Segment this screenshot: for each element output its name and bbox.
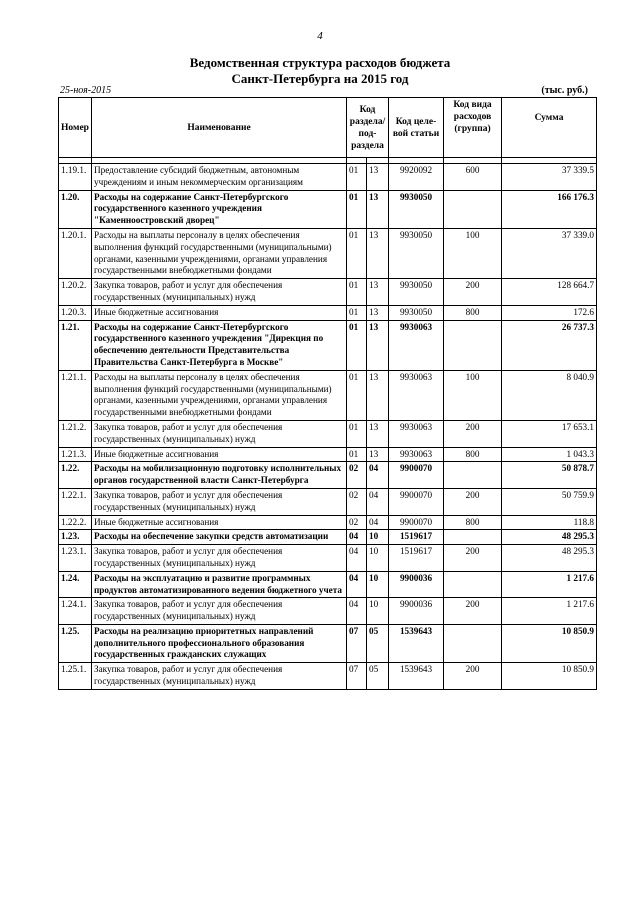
row-name: Расходы на мобилизационную подготовку исполнительных органов государственной власти Санкт-Петербурга bbox=[92, 462, 347, 489]
row-sum: 1 217.6 bbox=[502, 571, 597, 598]
table-row bbox=[59, 530, 597, 545]
row-sum: 37 339.5 bbox=[502, 164, 597, 191]
table-row bbox=[59, 515, 597, 530]
row-name: Закупка товаров, работ и услуг для обеспечения государственных (муниципальных) нужд bbox=[92, 279, 347, 306]
row-name: Расходы на эксплуатацию и развитие программных продуктов автоматизированного ведения бюджетного учета bbox=[92, 571, 347, 598]
row-expense-type: 200 bbox=[444, 663, 502, 690]
table-row bbox=[59, 190, 597, 228]
row-section: 02 bbox=[347, 462, 367, 489]
row-section: 01 bbox=[347, 164, 367, 191]
table-row bbox=[59, 370, 597, 420]
row-section: 04 bbox=[347, 530, 367, 545]
row-target: 1539643 bbox=[389, 624, 444, 662]
row-subsection: 13 bbox=[367, 279, 389, 306]
header-target: Код целе-вой статьи bbox=[389, 98, 444, 158]
row-expense-type bbox=[444, 530, 502, 545]
row-expense-type: 200 bbox=[444, 545, 502, 572]
row-sum: 48 295.3 bbox=[502, 530, 597, 545]
row-number: 1.24. bbox=[59, 571, 92, 598]
title-line-1: Ведомственная структура расходов бюджета bbox=[189, 55, 451, 70]
row-sum: 166 176.3 bbox=[502, 190, 597, 228]
row-section: 04 bbox=[347, 598, 367, 625]
row-section: 04 bbox=[347, 545, 367, 572]
table-header-row bbox=[59, 98, 597, 158]
page-number: 4 bbox=[317, 30, 323, 42]
row-section: 01 bbox=[347, 420, 367, 447]
row-number: 1.20.3. bbox=[59, 305, 92, 320]
row-target: 9930063 bbox=[389, 370, 444, 420]
row-subsection: 13 bbox=[367, 320, 389, 370]
table-row bbox=[59, 279, 597, 306]
row-name: Закупка товаров, работ и услуг для обеспечения государственных (муниципальных) нужд bbox=[92, 598, 347, 625]
row-expense-type: 100 bbox=[444, 228, 502, 278]
table-row bbox=[59, 488, 597, 515]
row-target: 9930063 bbox=[389, 447, 444, 462]
row-number: 1.22.2. bbox=[59, 515, 92, 530]
row-target: 9930050 bbox=[389, 190, 444, 228]
row-expense-type: 100 bbox=[444, 370, 502, 420]
row-number: 1.23. bbox=[59, 530, 92, 545]
row-subsection: 10 bbox=[367, 545, 389, 572]
row-number: 1.21.2. bbox=[59, 420, 92, 447]
row-number: 1.22. bbox=[59, 462, 92, 489]
budget-table bbox=[58, 97, 597, 690]
table-row bbox=[59, 447, 597, 462]
header-num: Номер bbox=[59, 98, 92, 158]
row-name: Иные бюджетные ассигнования bbox=[92, 447, 347, 462]
row-section: 01 bbox=[347, 320, 367, 370]
table-row bbox=[59, 663, 597, 690]
row-number: 1.21.3. bbox=[59, 447, 92, 462]
row-number: 1.19.1. bbox=[59, 164, 92, 191]
row-name: Расходы на содержание Санкт-Петербургского государственного казенного учреждения "Каменноостровский дворец" bbox=[92, 190, 347, 228]
row-target: 1519617 bbox=[389, 545, 444, 572]
row-target: 9900036 bbox=[389, 571, 444, 598]
row-section: 04 bbox=[347, 571, 367, 598]
row-sum: 26 737.3 bbox=[502, 320, 597, 370]
row-subsection: 05 bbox=[367, 624, 389, 662]
row-target: 9900070 bbox=[389, 515, 444, 530]
row-expense-type bbox=[444, 190, 502, 228]
row-section: 07 bbox=[347, 624, 367, 662]
title-line-2: Санкт-Петербурга на 2015 год bbox=[231, 71, 409, 86]
row-section: 01 bbox=[347, 305, 367, 320]
row-name: Иные бюджетные ассигнования bbox=[92, 305, 347, 320]
row-subsection: 05 bbox=[367, 663, 389, 690]
row-subsection: 04 bbox=[367, 488, 389, 515]
row-number: 1.20. bbox=[59, 190, 92, 228]
header-sum: Сумма bbox=[502, 98, 597, 158]
row-sum: 48 295.3 bbox=[502, 545, 597, 572]
document-title bbox=[0, 55, 640, 87]
row-target: 9900070 bbox=[389, 462, 444, 489]
row-sum: 17 653.1 bbox=[502, 420, 597, 447]
row-number: 1.23.1. bbox=[59, 545, 92, 572]
row-subsection: 13 bbox=[367, 190, 389, 228]
row-target: 9930050 bbox=[389, 279, 444, 306]
row-expense-type bbox=[444, 320, 502, 370]
row-section: 01 bbox=[347, 279, 367, 306]
row-name: Предоставление субсидий бюджетным, автономным учреждениям и иным некоммерческим организациям bbox=[92, 164, 347, 191]
table-row bbox=[59, 228, 597, 278]
row-sum: 172.6 bbox=[502, 305, 597, 320]
row-expense-type bbox=[444, 624, 502, 662]
row-name: Расходы на выплаты персоналу в целях обеспечения выполнения функций государственными (муниципальными) органами, казенными учреждениями, органами управления государственными внебюджетными фондами bbox=[92, 228, 347, 278]
row-target: 9900036 bbox=[389, 598, 444, 625]
row-expense-type: 800 bbox=[444, 447, 502, 462]
table-row bbox=[59, 571, 597, 598]
row-sum: 118.8 bbox=[502, 515, 597, 530]
header-expense-type: Код вида расходов (группа) bbox=[444, 98, 502, 158]
row-section: 01 bbox=[347, 370, 367, 420]
table-row bbox=[59, 420, 597, 447]
header-section: Код раздела/ под-раздела bbox=[347, 98, 389, 158]
row-subsection: 10 bbox=[367, 530, 389, 545]
row-sum: 128 664.7 bbox=[502, 279, 597, 306]
row-expense-type: 200 bbox=[444, 488, 502, 515]
table-row bbox=[59, 624, 597, 662]
row-subsection: 10 bbox=[367, 598, 389, 625]
row-target: 9900070 bbox=[389, 488, 444, 515]
row-target: 9930063 bbox=[389, 320, 444, 370]
row-number: 1.24.1. bbox=[59, 598, 92, 625]
row-sum: 1 217.6 bbox=[502, 598, 597, 625]
row-target: 9920092 bbox=[389, 164, 444, 191]
row-section: 07 bbox=[347, 663, 367, 690]
row-section: 01 bbox=[347, 447, 367, 462]
table-row bbox=[59, 305, 597, 320]
row-name: Расходы на выплаты персоналу в целях обеспечения выполнения функций государственными (муниципальными) органами, казенными учреждениями, органами управления государственными внебюджетными фондами bbox=[92, 370, 347, 420]
header-name: Наименование bbox=[92, 98, 347, 158]
row-expense-type bbox=[444, 462, 502, 489]
row-section: 02 bbox=[347, 515, 367, 530]
row-subsection: 13 bbox=[367, 228, 389, 278]
table-row bbox=[59, 164, 597, 191]
row-expense-type: 800 bbox=[444, 305, 502, 320]
row-subsection: 13 bbox=[367, 420, 389, 447]
table-row bbox=[59, 462, 597, 489]
row-expense-type: 600 bbox=[444, 164, 502, 191]
row-name: Расходы на обеспечение закупки средств автоматизации bbox=[92, 530, 347, 545]
row-number: 1.20.1. bbox=[59, 228, 92, 278]
table-row bbox=[59, 545, 597, 572]
row-expense-type: 200 bbox=[444, 279, 502, 306]
row-sum: 37 339.0 bbox=[502, 228, 597, 278]
row-number: 1.21.1. bbox=[59, 370, 92, 420]
row-expense-type: 800 bbox=[444, 515, 502, 530]
row-subsection: 04 bbox=[367, 515, 389, 530]
row-subsection: 13 bbox=[367, 447, 389, 462]
row-number: 1.22.1. bbox=[59, 488, 92, 515]
row-sum: 1 043.3 bbox=[502, 447, 597, 462]
row-sum: 50 759.9 bbox=[502, 488, 597, 515]
row-name: Расходы на реализацию приоритетных направлений дополнительного профессионального образования государственных гражданских служащих bbox=[92, 624, 347, 662]
row-number: 1.25. bbox=[59, 624, 92, 662]
row-section: 01 bbox=[347, 190, 367, 228]
units-label: (тыс. руб.) bbox=[541, 85, 588, 96]
row-subsection: 13 bbox=[367, 370, 389, 420]
row-target: 1519617 bbox=[389, 530, 444, 545]
table-row bbox=[59, 598, 597, 625]
row-name: Иные бюджетные ассигнования bbox=[92, 515, 347, 530]
row-subsection: 13 bbox=[367, 164, 389, 191]
row-name: Расходы на содержание Санкт-Петербургского государственного казенного учреждения "Дирекция по обеспечению деятельности Представительства Правительства Санкт-Петербурга в Москве" bbox=[92, 320, 347, 370]
row-sum: 10 850.9 bbox=[502, 663, 597, 690]
row-sum: 10 850.9 bbox=[502, 624, 597, 662]
row-target: 9930050 bbox=[389, 305, 444, 320]
row-name: Закупка товаров, работ и услуг для обеспечения государственных (муниципальных) нужд bbox=[92, 488, 347, 515]
row-subsection: 13 bbox=[367, 305, 389, 320]
row-expense-type: 200 bbox=[444, 420, 502, 447]
row-section: 02 bbox=[347, 488, 367, 515]
row-section: 01 bbox=[347, 228, 367, 278]
row-subsection: 10 bbox=[367, 571, 389, 598]
row-number: 1.21. bbox=[59, 320, 92, 370]
document-date: 25-ноя-2015 bbox=[60, 85, 112, 96]
row-number: 1.25.1. bbox=[59, 663, 92, 690]
row-name: Закупка товаров, работ и услуг для обеспечения государственных (муниципальных) нужд bbox=[92, 545, 347, 572]
row-sum: 50 878.7 bbox=[502, 462, 597, 489]
row-subsection: 04 bbox=[367, 462, 389, 489]
table-row bbox=[59, 320, 597, 370]
row-expense-type: 200 bbox=[444, 598, 502, 625]
row-target: 9930050 bbox=[389, 228, 444, 278]
row-target: 1539643 bbox=[389, 663, 444, 690]
row-name: Закупка товаров, работ и услуг для обеспечения государственных (муниципальных) нужд bbox=[92, 420, 347, 447]
row-sum: 8 040.9 bbox=[502, 370, 597, 420]
row-name: Закупка товаров, работ и услуг для обеспечения государственных (муниципальных) нужд bbox=[92, 663, 347, 690]
row-target: 9930063 bbox=[389, 420, 444, 447]
row-number: 1.20.2. bbox=[59, 279, 92, 306]
row-expense-type bbox=[444, 571, 502, 598]
